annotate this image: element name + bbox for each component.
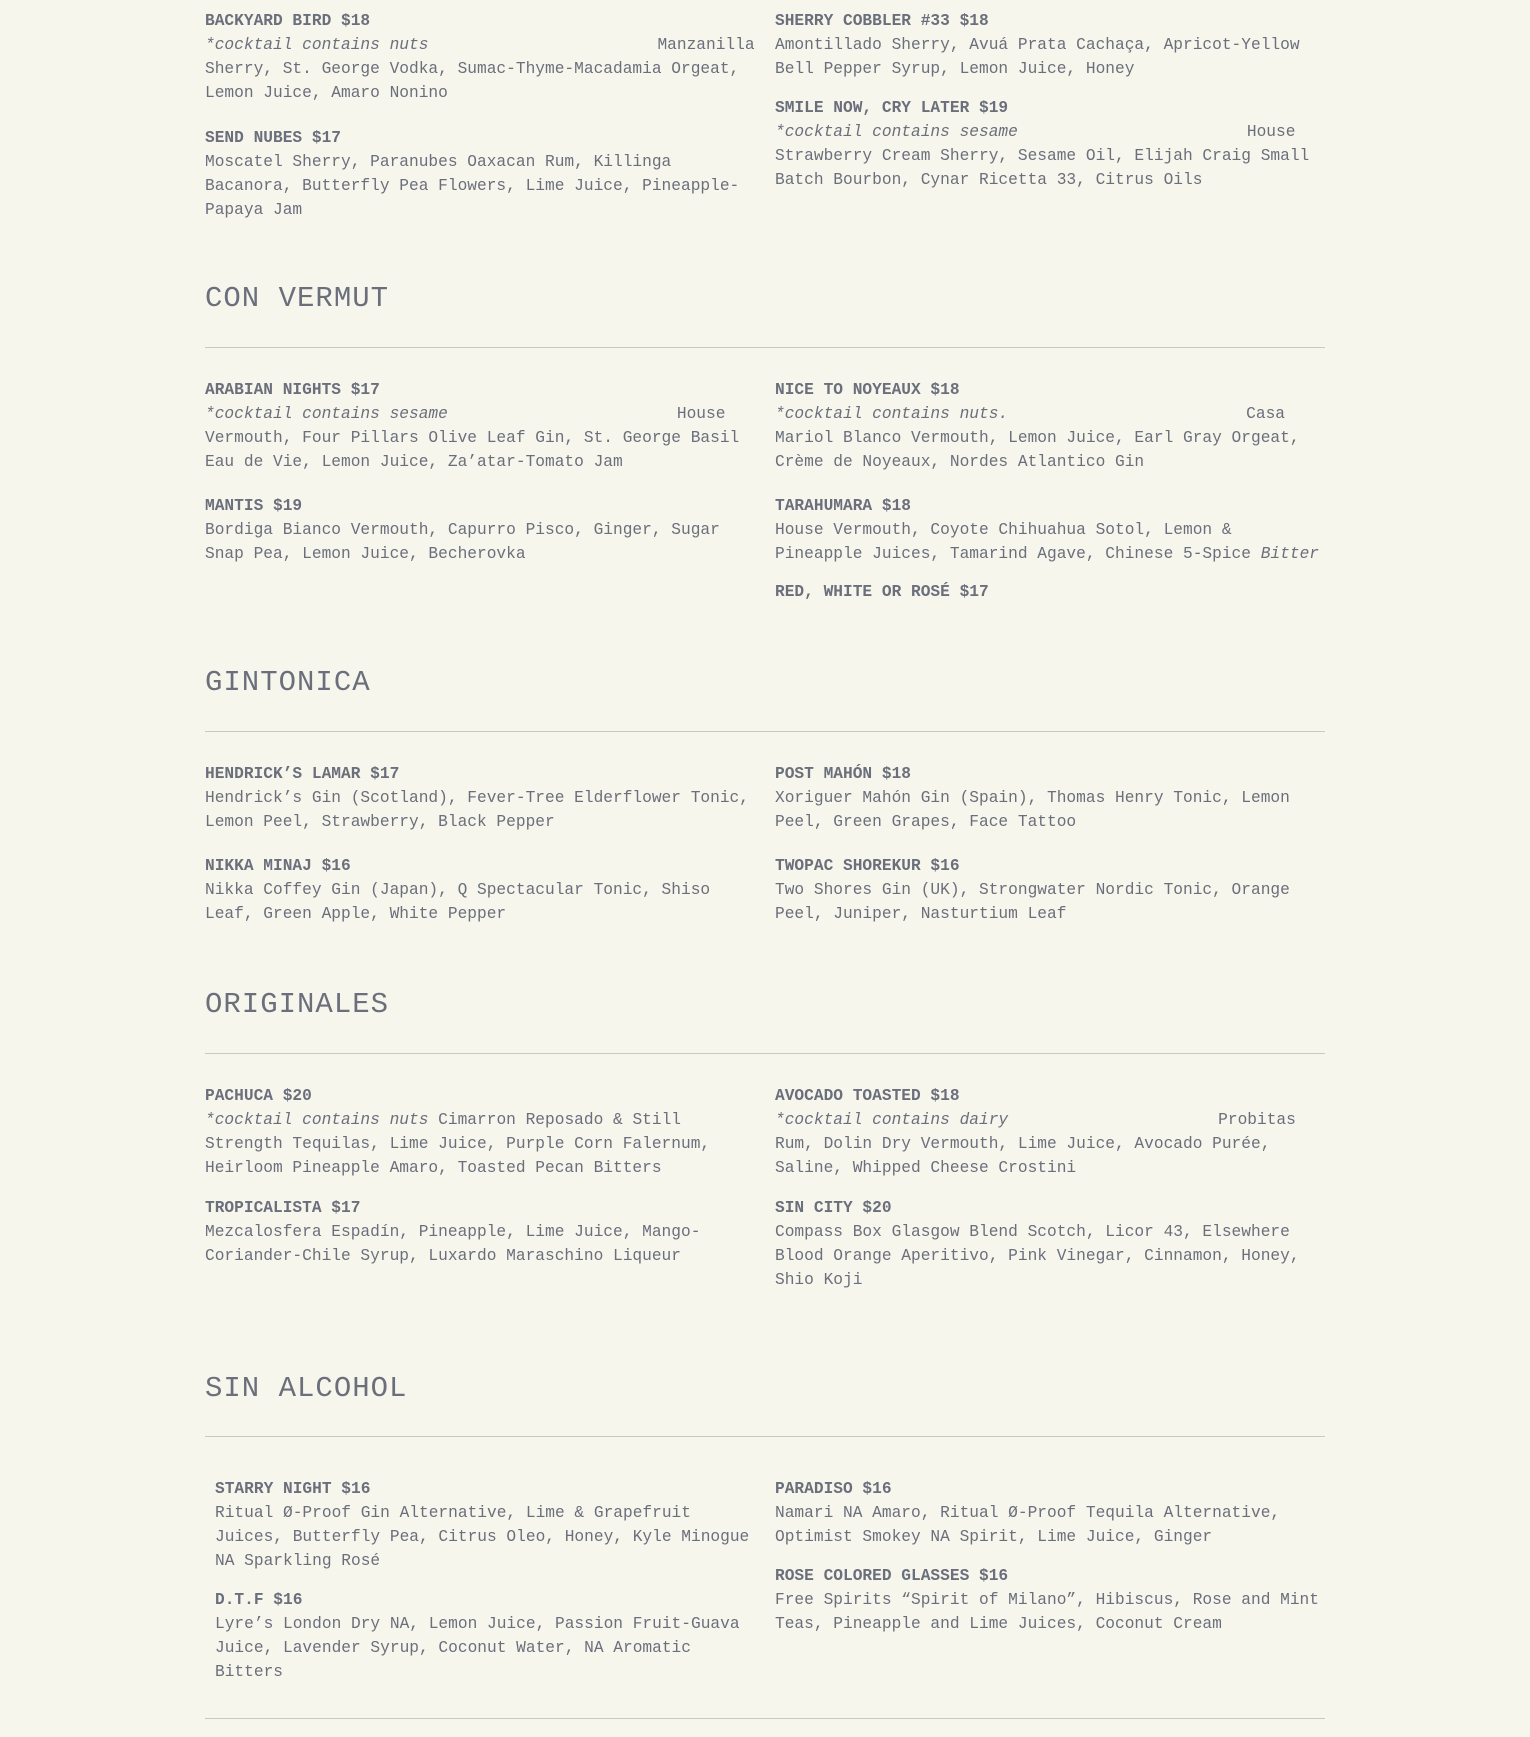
item-name: RED, WHITE OR ROSÉ $17 [775, 583, 989, 601]
item-name: SIN CITY $20 [775, 1199, 892, 1217]
menu-item-starry-night [215, 1477, 760, 1573]
item-description: Probitas [1218, 1111, 1296, 1129]
section-divider [205, 347, 1325, 348]
item-allergen-note: *cocktail contains sesame [775, 123, 1018, 141]
item-allergen-note: *cocktail contains nuts. [775, 405, 1009, 423]
item-name: AVOCADO TOASTED $18 [775, 1087, 960, 1105]
menu-item-dtf [215, 1588, 760, 1684]
section-divider [205, 1053, 1325, 1054]
item-name: TARAHUMARA $18 [775, 497, 911, 515]
item-description: Casa [1246, 405, 1285, 423]
item-name: BACKYARD BIRD $18 [205, 12, 371, 30]
menu-item-sherry-cobbler [775, 9, 1325, 81]
item-allergen-note: *cocktail contains sesame [205, 405, 448, 423]
item-description: Ritual Ø-Proof Gin Alternative, Lime & Grapefruit Juices, Butterfly Pea, Citrus Oleo, Honey, Kyle Minogue NA Sparkling Rosé [215, 1504, 750, 1570]
item-description: Strength Tequilas, Lime Juice, Purple Corn Falernum, Heirloom Pineapple Amaro, Toasted Pecan Bitters [205, 1135, 711, 1177]
menu-item-twopac-shorekur [775, 854, 1325, 926]
item-description: Rum, Dolin Dry Vermouth, Lime Juice, Avocado Purée, Saline, Whipped Cheese Crostini [775, 1135, 1271, 1177]
menu-item-red-white-rose [775, 580, 1325, 604]
item-description: Hendrick’s Gin (Scotland), Fever-Tree Elderflower Tonic, Lemon Peel, Strawberry, Black Pepper [205, 789, 749, 831]
item-name: HENDRICK’S LAMAR $17 [205, 765, 400, 783]
menu-item-smile-now-cry-later [775, 96, 1325, 192]
menu-item-tropicalista [205, 1196, 755, 1268]
item-description: Strawberry Cream Sherry, Sesame Oil, Elijah Craig Small Batch Bourbon, Cynar Ricetta 33, Citrus Oils [775, 147, 1310, 189]
section-divider [205, 1718, 1325, 1719]
menu-item-send-nubes [205, 126, 755, 222]
item-name: STARRY NIGHT $16 [215, 1480, 371, 1498]
item-description: House [676, 405, 726, 423]
item-allergen-note: *cocktail contains dairy [775, 1111, 1009, 1129]
item-name: D.T.F $16 [215, 1591, 303, 1609]
menu-item-nikka-minaj [205, 854, 755, 926]
item-description: Free Spirits “Spirit of Milano”, Hibiscus, Rose and Mint Teas, Pineapple and Lime Juices, Coconut Cream [775, 1591, 1319, 1633]
section-title-gintonica: GINTONICA [205, 666, 371, 699]
menu-item-pachuca [205, 1084, 755, 1180]
item-description: Xoriguer Mahón Gin (Spain), Thomas Henry Tonic, Lemon Peel, Green Grapes, Face Tattoo [775, 789, 1290, 831]
item-description: Cimarron Reposado & Still [438, 1111, 682, 1129]
item-allergen-note: *cocktail contains nuts [205, 1111, 429, 1129]
item-description: Lyre’s London Dry NA, Lemon Juice, Passion Fruit-Guava Juice, Lavender Syrup, Coconut Water, NA Aromatic Bitters [215, 1615, 740, 1681]
item-name: MANTIS $19 [205, 497, 303, 515]
item-name: NIKKA MINAJ $16 [205, 857, 351, 875]
menu-item-tarahumara [775, 494, 1325, 566]
menu-item-avocado-toasted [775, 1084, 1325, 1180]
section-title-originales: ORIGINALES [205, 988, 390, 1021]
menu-item-hendricks-lamar [205, 762, 755, 834]
item-name: PACHUCA $20 [205, 1087, 312, 1105]
menu-item-backyard-bird [205, 9, 755, 105]
item-name: PARADISO $16 [775, 1480, 892, 1498]
section-divider [205, 731, 1325, 732]
item-name: ARABIAN NIGHTS $17 [205, 381, 380, 399]
item-description: Two Shores Gin (UK), Strongwater Nordic Tonic, Orange Peel, Juniper, Nasturtium Leaf [775, 881, 1290, 923]
item-description: Moscatel Sherry, Paranubes Oaxacan Rum, Killinga Bacanora, Butterfly Pea Flowers, Lime Juice, Pineapple-Papaya Jam [205, 153, 740, 219]
item-name: SEND NUBES $17 [205, 129, 341, 147]
menu-item-post-mahon [775, 762, 1325, 834]
item-name: ROSE COLORED GLASSES $16 [775, 1567, 1009, 1585]
item-description: Sherry, St. George Vodka, Sumac-Thyme-Macadamia Orgeat, Lemon Juice, Amaro Nonino [205, 60, 740, 102]
item-name: SMILE NOW, CRY LATER $19 [775, 99, 1009, 117]
menu-item-sin-city [775, 1196, 1325, 1292]
item-name: NICE TO NOYEAUX $18 [775, 381, 960, 399]
item-description: Namari NA Amaro, Ritual Ø-Proof Tequila Alternative, Optimist Smokey NA Spirit, Lime Juice, Ginger [775, 1504, 1281, 1546]
section-title-con-vermut: CON VERMUT [205, 282, 390, 315]
item-description: Manzanilla [657, 36, 755, 54]
item-description: House Vermouth, Coyote Chihuahua Sotol, Lemon & Pineapple Juices, Tamarind Agave, Chinese 5-Spice [775, 521, 1251, 563]
menu-item-rose-colored-glasses [775, 1564, 1325, 1636]
item-allergen-note: *cocktail contains nuts [205, 36, 429, 54]
section-divider [205, 1436, 1325, 1437]
item-name: TROPICALISTA $17 [205, 1199, 361, 1217]
item-name: SHERRY COBBLER #33 $18 [775, 12, 989, 30]
item-description: Bordiga Bianco Vermouth, Capurro Pisco, Ginger, Sugar Snap Pea, Lemon Juice, Becherovka [205, 521, 720, 563]
item-description: Compass Box Glasgow Blend Scotch, Licor 43, Elsewhere Blood Orange Aperitivo, Pink Vinegar, Cinnamon, Honey, Shio Koji [775, 1223, 1300, 1289]
item-name: TWOPAC SHOREKUR $16 [775, 857, 960, 875]
menu-item-nice-to-noyeaux [775, 378, 1325, 474]
item-description: Mezcalosfera Espadín, Pineapple, Lime Juice, Mango-Coriander-Chile Syrup, Luxardo Maraschino Liqueur [205, 1223, 701, 1265]
item-description: Amontillado Sherry, Avuá Prata Cachaça, Apricot-Yellow Bell Pepper Syrup, Lemon Juice, Honey [775, 36, 1300, 78]
item-description: Nikka Coffey Gin (Japan), Q Spectacular Tonic, Shiso Leaf, Green Apple, White Pepper [205, 881, 711, 923]
item-description-italic: Bitter [1260, 545, 1320, 563]
item-description: House [1246, 123, 1296, 141]
menu-item-paradiso [775, 1477, 1325, 1549]
menu-item-mantis [205, 494, 755, 566]
item-description: Vermouth, Four Pillars Olive Leaf Gin, St. George Basil Eau de Vie, Lemon Juice, Za’atar-Tomato Jam [205, 429, 740, 471]
menu-item-arabian-nights [205, 378, 755, 474]
item-name: POST MAHÓN $18 [775, 765, 911, 783]
item-description: Mariol Blanco Vermouth, Lemon Juice, Earl Gray Orgeat, Crème de Noyeaux, Nordes Atlantico Gin [775, 429, 1300, 471]
section-title-sin-alcohol: SIN ALCOHOL [205, 1372, 408, 1405]
